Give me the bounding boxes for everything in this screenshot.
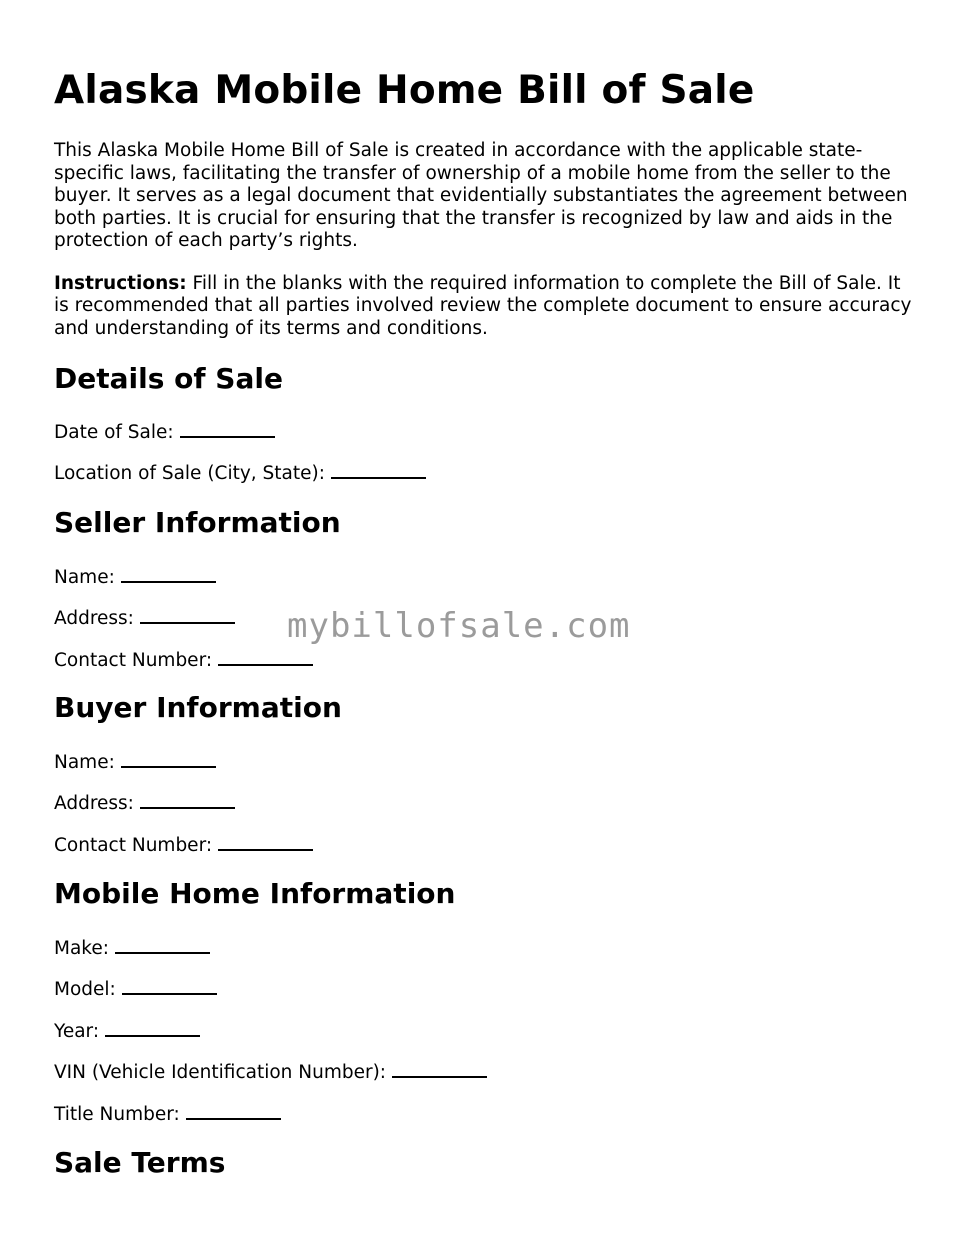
vin-label: VIN (Vehicle Identification Number):: [54, 1062, 387, 1083]
seller-contact-field[interactable]: [54, 649, 313, 672]
location-of-sale-blank[interactable]: [331, 462, 426, 479]
buyer-name-label: Name:: [54, 752, 115, 773]
title-number-field[interactable]: [54, 1103, 281, 1126]
buyer-contact-blank[interactable]: [218, 834, 313, 851]
year-field[interactable]: [54, 1020, 200, 1043]
buyer-address-blank[interactable]: [140, 792, 235, 809]
seller-contact-blank[interactable]: [218, 649, 313, 666]
title-number-blank[interactable]: [186, 1103, 281, 1120]
document-title: Alaska Mobile Home Bill of Sale: [54, 68, 755, 113]
seller-address-blank[interactable]: [140, 607, 235, 624]
buyer-heading: Buyer Information: [54, 691, 342, 724]
seller-address-label: Address:: [54, 608, 134, 629]
mobile-home-heading: Mobile Home Information: [54, 877, 456, 910]
buyer-name-blank[interactable]: [121, 751, 216, 768]
instructions-text: Fill in the blanks with the required information to complete the Bill of Sale. It is recommended that all parties involved review the complete document to ensure accuracy and understanding of its terms and conditions.: [54, 272, 912, 339]
sale-terms-heading: Sale Terms: [54, 1146, 226, 1179]
buyer-contact-field[interactable]: [54, 834, 313, 857]
model-label: Model:: [54, 979, 116, 1000]
make-label: Make:: [54, 938, 109, 959]
date-of-sale-label: Date of Sale:: [54, 422, 174, 443]
seller-heading: Seller Information: [54, 506, 341, 539]
title-number-label: Title Number:: [54, 1104, 180, 1125]
buyer-contact-label: Contact Number:: [54, 835, 213, 856]
year-label: Year:: [54, 1021, 100, 1042]
details-heading: Details of Sale: [54, 362, 283, 395]
year-blank[interactable]: [105, 1020, 200, 1037]
date-of-sale-field[interactable]: [54, 421, 275, 444]
seller-contact-label: Contact Number:: [54, 650, 213, 671]
instructions-label: Instructions:: [54, 272, 187, 294]
make-field[interactable]: [54, 937, 210, 960]
instructions-paragraph: [54, 273, 916, 341]
intro-paragraph: This Alaska Mobile Home Bill of Sale is created in accordance with the applicable state-specific laws, facilitating the transfer of ownership of a mobile home from the seller to the buyer. It serves as a legal document that evidentially substantiates the agreement between both parties. It is crucial for ensuring that the transfer is recognized by law and aids in the protection of each party’s rights.: [54, 140, 908, 251]
seller-name-blank[interactable]: [121, 566, 216, 583]
buyer-address-field[interactable]: [54, 792, 235, 815]
document-page: [54, 0, 916, 340]
model-field[interactable]: [54, 978, 217, 1001]
seller-name-field[interactable]: [54, 566, 216, 589]
make-blank[interactable]: [115, 937, 210, 954]
location-of-sale-label: Location of Sale (City, State):: [54, 463, 325, 484]
watermark: mybillofsale.com: [287, 606, 631, 646]
buyer-name-field[interactable]: [54, 751, 216, 774]
vin-field[interactable]: [54, 1061, 487, 1084]
date-of-sale-blank[interactable]: [180, 421, 275, 438]
seller-name-label: Name:: [54, 567, 115, 588]
location-of-sale-field[interactable]: [54, 462, 426, 485]
seller-address-field[interactable]: [54, 607, 235, 630]
vin-blank[interactable]: [392, 1061, 487, 1078]
model-blank[interactable]: [122, 978, 217, 995]
buyer-address-label: Address:: [54, 793, 134, 814]
